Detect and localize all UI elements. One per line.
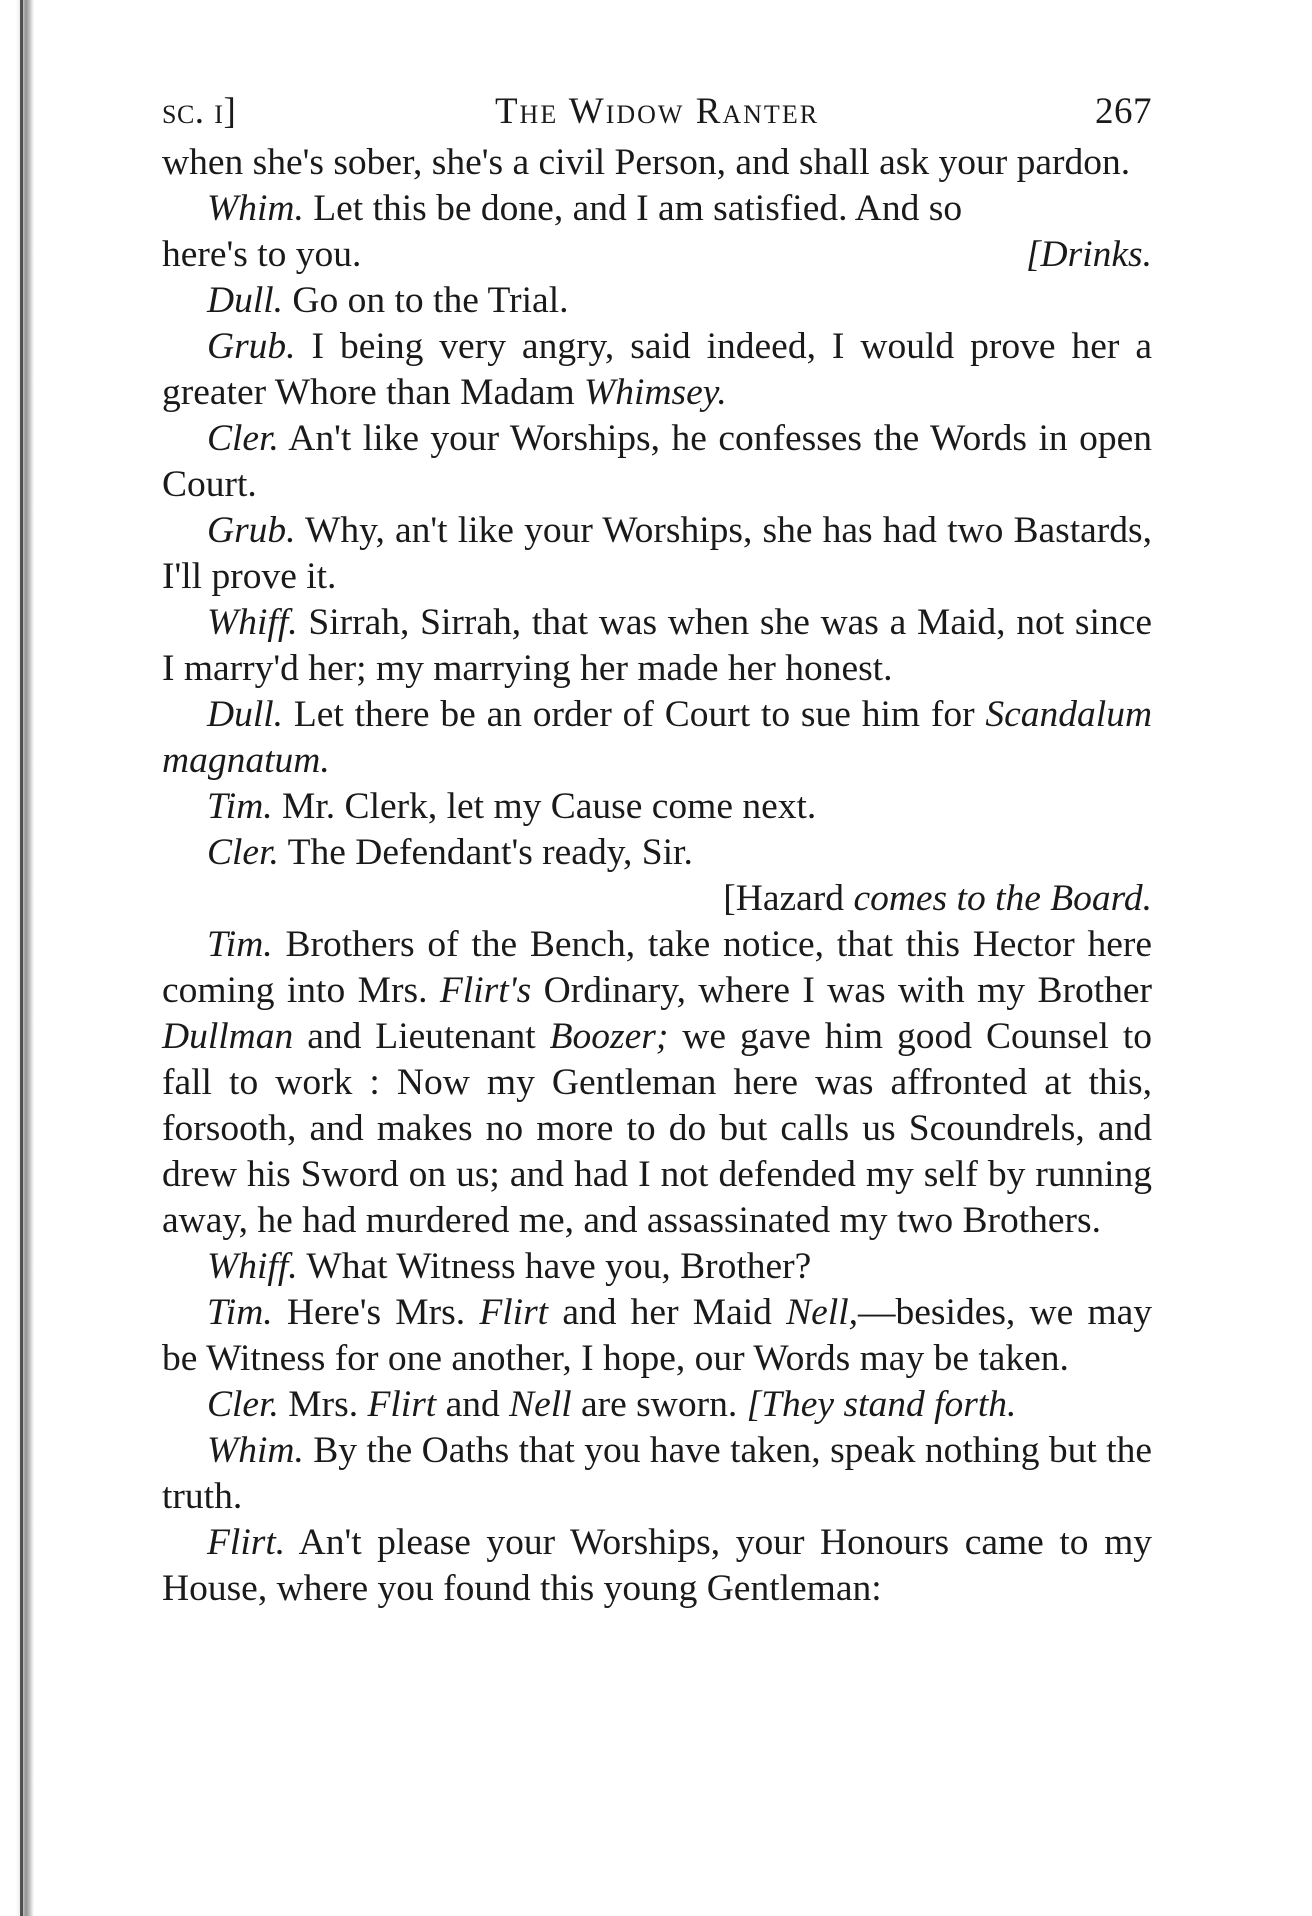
speech-tim-2 [162,922,1152,1244]
speech-text: here coming into Mrs. [162,924,1153,1011]
speech-text: Bastards, I'll prove it. [162,510,1152,597]
speech-dull-2 [162,692,1152,784]
character-name: Dullman [162,1016,294,1057]
stage-direction-line [162,876,1152,922]
character-name: Hazard [735,878,845,919]
speech-grub-2 [162,508,1152,600]
speech-text: to my House, where you found this young Gentleman: [162,1522,1153,1609]
speech-text: here was affronted at this, forsooth, and makes no more [162,1062,1152,1149]
character-name: Flirt's [439,970,532,1011]
speech-text: —besides, [858,1292,1016,1333]
speech-text: him good Counsel to fall to work : Now my Gentleman [162,1016,1152,1103]
speaker-name: Whim. [207,1430,304,1471]
text-line: when she's sober, she's a civil Person, and shall ask your [162,142,1008,183]
stage-direction: [They stand forth. [746,1384,1017,1425]
speech-text: and had I not defended my self by running away, he had [162,1154,1152,1241]
stage-bracket: [ [723,878,736,919]
speaker-name: Whiff. [207,602,298,643]
speech-text: Here's Mrs. [286,1292,466,1333]
speech-text: Go on to the Trial. [292,280,569,321]
speech-text: to do but calls us Scoundrels, and drew his Sword on us; [162,1108,1152,1195]
character-name: Flirt [479,1292,549,1333]
speaker-name: Whim. [207,188,304,229]
speaker-name: Flirt. [207,1522,286,1563]
speech-text: nothing but the truth. [162,1430,1153,1517]
speech-text: The Defendant's ready, Sir. [287,832,693,873]
speaker-name: Whiff. [207,1246,298,1287]
speech-text: I being very angry, said indeed, I would prove [311,326,1056,367]
speech-cler-1 [162,416,1152,508]
speech-text: Sirrah, Sirrah, that was when she was a Maid, [308,602,1006,643]
speech-text: not since I marry'd her; my marrying her made her [162,602,1152,689]
speech-text: murdered me, and assassinated my two Brothers. [365,1200,1101,1241]
speech-text: Let there be an order of Court to sue him for [293,694,975,735]
speaker-name: Tim. [207,786,273,827]
character-name: Flirt [367,1384,437,1425]
speech-flirt-1 [162,1520,1152,1612]
speech-whim-2 [162,1428,1152,1520]
speaker-name: Grub. [207,510,296,551]
speech-text: her a greater Whore than Madam [162,326,1153,413]
speech-text: By the Oaths that you have taken, speak [313,1430,916,1471]
play-text [162,140,1152,1612]
character-name: Whimsey. [584,372,727,413]
speech-text: and [445,1384,500,1425]
speech-text: Brothers of the Bench, take notice, that this Hector [285,924,1075,965]
speech-text: we may be Witness for one another, I hope, our Words [162,1292,1153,1379]
text-line: pardon. [1016,142,1131,183]
speech-text: An't like your Worships, he confesses the Words [288,418,1028,459]
character-name: Nell, [786,1292,859,1333]
character-name: Nell [509,1384,572,1425]
speech-text: Mrs. [288,1384,359,1425]
speaker-name: Cler. [207,418,279,459]
latin-phrase: Scandalum magnatum. [162,694,1153,781]
stage-direction: [Drinks. [1025,234,1152,275]
speech-continuation [162,140,1152,186]
line-with-stage-direction [162,232,1152,278]
speech-tim-3 [162,1290,1152,1382]
speech-tim-1 [162,784,1152,830]
speech-dull-1 [162,278,1152,324]
speech-text: my Brother [977,970,1153,1011]
running-head [162,90,1152,134]
speaker-name: Tim. [207,924,273,965]
speech-cler-2 [162,830,1152,876]
speech-text: we gave [682,1016,811,1057]
stage-direction: comes to the Board. [853,878,1152,919]
speaker-name: Dull. [207,280,284,321]
section-marker: sc. i] [162,91,237,132]
page-binding-edge [20,0,23,1916]
speech-text: in open Court. [162,418,1152,505]
speech-text: Why, an't like your Worships, she has had two [305,510,1004,551]
speaker-name: Grub. [207,326,296,367]
page-number: 267 [1095,91,1152,132]
speaker-name: Cler. [207,832,279,873]
speech-text: here's to you. [162,234,362,275]
speech-text: Let this be done, and I am satisfied. And so [313,188,963,229]
speech-text: and her Maid [562,1292,772,1333]
speech-whiff-1 [162,600,1152,692]
speaker-name: Dull. [207,694,284,735]
speech-cler-3 [162,1382,1152,1428]
book-page [162,90,1152,1612]
character-name: Boozer; [549,1016,669,1057]
speech-whiff-2 [162,1244,1152,1290]
speech-text: An't please your Worships, your Honours came [298,1522,1044,1563]
speech-whim-1 [162,186,1152,232]
speech-grub-1 [162,324,1152,416]
speech-text: and Lieutenant [307,1016,536,1057]
page-binding-shadow [16,0,34,1916]
speaker-name: Cler. [207,1384,279,1425]
speech-text: Mr. Clerk, let my Cause come next. [282,786,817,827]
speech-text: may be taken. [859,1338,1069,1379]
running-title: The Widow Ranter [494,91,820,132]
speech-text: Ordinary, where I was with [543,970,965,1011]
speech-text: honest. [785,648,893,689]
speech-text: What Witness have you, Brother? [306,1246,812,1287]
speaker-name: Tim. [207,1292,273,1333]
speech-text: are sworn. [581,1384,738,1425]
